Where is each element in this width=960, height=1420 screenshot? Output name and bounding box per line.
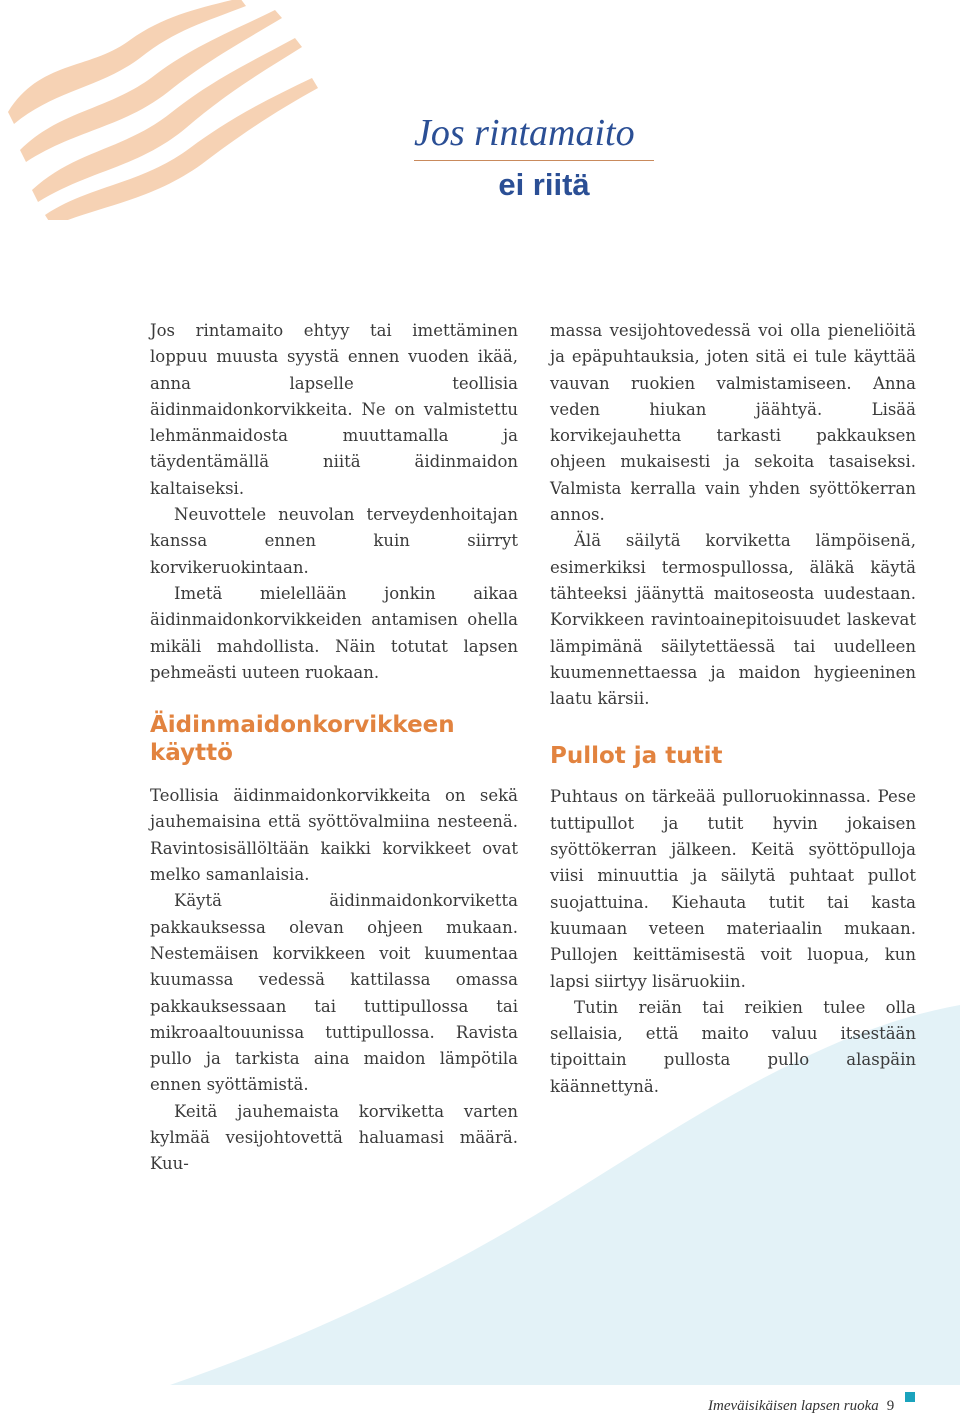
- paragraph: Jos rintamaito ehtyy tai imettäminen loppuu muusta syystä ennen vuoden ikää, anna lapselle teollisia äidinmaidonkorvikkeita. Ne on valmistettu lehmänmaidosta muuttamalla ja täydentämällä niitä äidinmaidon kaltaiseksi.: [150, 321, 518, 498]
- paragraph: Käytä äidinmaidonkorviketta pakkauksessa olevan ohjeen mukaan. Nestemäisen korvikkeen voit kuumentaa kuumassa vedessä kattilassa omassa pakkauksessaan tai tuttipullossa tai mikroaaltouunissa tuttipullossa. Ravista pullo ja tarkista aina maidon lämpötila ennen syöttämistä.: [150, 891, 518, 1095]
- page-footer: [708, 1398, 894, 1415]
- right-text-column: [550, 318, 916, 1100]
- footer-square-icon: [905, 1392, 915, 1402]
- section-heading: Äidinmaidonkorvikkeen käyttö: [150, 712, 455, 767]
- paragraph: Imetä mielellään jonkin aikaa äidinmaidonkorvikkeiden antamisen ohella mikäli mahdollista. Näin totutat lapsen pehmeästi uuteen ruokaan.: [150, 583, 518, 682]
- paragraph: Älä säilytä korviketta lämpöisenä, esimerkiksi termospullossa, äläkä käytä tähteeksi jäänyttä maitoseosta uudestaan. Korvikkeen ravintoainepitoisuudet laskevat lämpimänä säilytettäessä tai uudelleen kuumennettaessa ja maidon hygieeninen laatu kärsii.: [550, 531, 916, 709]
- footer-book-title: Imeväisikäisen lapsen ruoka: [708, 1398, 879, 1414]
- paragraph: Neuvottele neuvolan terveydenhoitajan kanssa ennen kuin siirryt korvikeruokintaan.: [150, 505, 518, 577]
- page-title-block: [414, 108, 654, 207]
- paragraph: Tutin reiän tai reikien tulee olla sellaisia, että maito valuu itsestään tipoittain pullosta pullo alaspäin käännettynä.: [550, 997, 916, 1096]
- paragraph: Keitä jauhemaista korviketta varten kylmää vesijohtovettä haluamasi määrä. Kuu-: [150, 1101, 518, 1174]
- page-title-line2: ei riitä: [498, 167, 590, 202]
- decorative-brush-strokes: [0, 0, 320, 220]
- paragraph: massa vesijohtovedessä voi olla pieneliöitä ja epäpuhtauksia, joten sitä ei tule käyttää vauvan ruokien valmistamiseen. Anna veden hiukan jäähtyä. Lisää korvikejauhetta tarkasti pakkauksen ohjeen mukaisesti ja sekoita tasaiseksi. Valmista kerralla vain yhden syöttökerran annos.: [550, 321, 916, 525]
- section-heading: Pullot ja tutit: [550, 743, 723, 770]
- page-title-line1: Jos rintamaito: [414, 108, 654, 161]
- paragraph: Puhtaus on tärkeää pulloruokinnassa. Pese tuttipullot ja tutit hyvin jokaisen syöttökerran jälkeen. Keitä syöttöpulloja viisi minuuttia ja säilytä puhtaat pullot suojattuina. Kiehauta tutit tai kasta kuumaan veteen materiaalin mukaan. Pullojen keittämisestä voit luopua, kun lapsi siirtyy lisäruokiin.: [550, 787, 916, 991]
- left-text-column: [150, 318, 518, 1178]
- paragraph: Teollisia äidinmaidonkorvikkeita on sekä jauhemaisina että syöttövalmiina nesteenä. Ravintosisällöltään kaikki korvikkeet ovat melko samanlaisia.: [150, 786, 518, 885]
- page-number: 9: [886, 1398, 895, 1414]
